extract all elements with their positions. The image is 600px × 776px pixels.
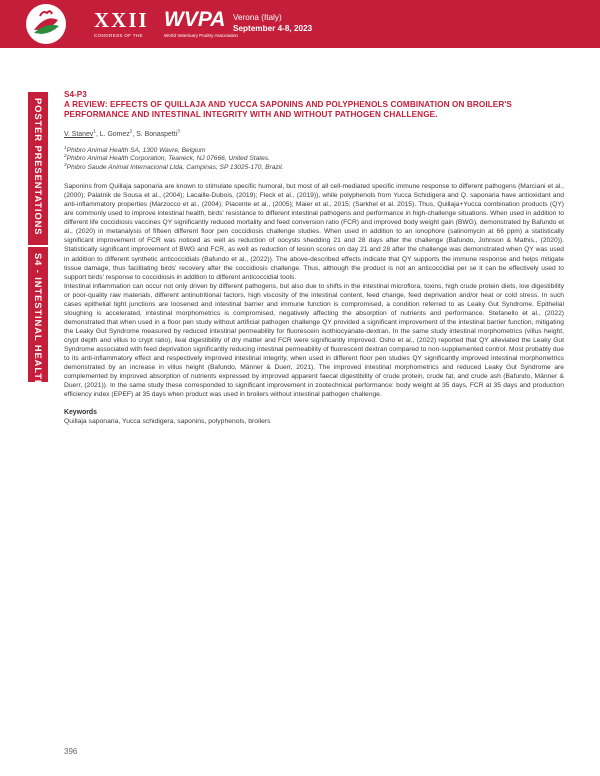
author: S. Bonaspetti [136,130,178,138]
wvpa-logo-text: WVPA [164,8,226,31]
rooster-icon [26,4,66,44]
wvpa-subtitle: World Veterinary Poultry Association [164,33,238,38]
sidebar-topic-label: S4 - INTESTINAL HEALTH [33,253,44,388]
affiliation-text: Phibro Animal Health SA, 1300 Wavre, Belgium [66,146,206,154]
congress-subtitle: CONGRESS OF THE [94,33,143,38]
keywords-list: Quillaja saponaria, Yucca schidigera, saponins, polyphenols, broilers [64,417,271,425]
abstract-paragraph: Intestinal inflammation can occur not only driven by different pathogens, but also due to shifts in the intestinal microflora, toxins, high crude protein diets, low digestibility or poor-quality raw materials, different antinutritional factors, high viscosity of the intestinal content, feed change, feed deprivation and/or heat or cold stress. In such cases epithelial tight junctions are loosened and intestinal barrier and immune function is compromised, a condition referred to as Leaky Gut Syndrome. Epithelial sloughing is accelerated, intestinal morphometrics is compromised, negatively affecting the absorption of nutrients and performance. Stefanello et al., (2022) demonstrated that when used in a floor pen study without artificial pathogen challenge QY provided a significant improvement of the intestinal barrier function, mitigating the Leaky Gut Syndrome measured by reduced intestinal permeability for fluorescein isothiocyanate-dextran. In the same study intestinal morphometrics (villus height, crypt depth and villus to crypt ratio), ileal digestibility of dry matter and FCR were significantly improved. Osho et al., (2022) reported that QY alleviated the Leaky Gut Syndrome associated with feed deprivation significantly reducing intestinal permeability of fluorescent dextran compared to non-supplemented control. Most probably due to its anti-inflammatory effect and respectively improved intestinal integrity, when used in different floor pen studies QY significantly improved intestinal morphometrics demonstrated by an increase in villus height (Bafundo, Männer & Duerr, 2021). The improved intestinal morphometrics and reduced Leaky Gut Syndrome are complemented by improved absorption of nutrients expressed by improved apparent faecal digestibility of crude protein, crude fat, and crude ash (Bafundo, Männer & Duerr, (2021)). In the same study these corresponded to significant improvement in zootechnical performance: body weight at 35 days, FCR at 35 days and production efficiency index (EPEF) at 35 days when product was used in broilers without intestinal pathogen challenge. [64,282,564,398]
affiliation-text: Phibro Animal Health Corporation, Teaneck, NJ 07666, United States. [66,155,270,163]
affiliation [64,144,564,156]
sidebar-section-label: POSTER PRESENTATIONS [33,98,44,236]
author-sup: 1 [93,129,96,135]
affiliation [64,161,564,173]
page-number: 396 [64,747,78,756]
affiliations [64,144,564,173]
keywords-heading: Keywords [64,408,97,416]
page-header [0,0,600,48]
paper-code: S4-P3 [64,90,87,99]
logo-circle-icon [26,4,66,44]
affiliation [64,155,564,164]
author-sup: 2 [129,129,133,135]
abstract-body [64,182,564,398]
paper-content [64,90,564,426]
venue-dates: September 4-8, 2023 [233,24,313,33]
author-sup: 3 [177,129,180,135]
abstract-paragraph: Saponins from Quillaja saponaria are known to stimulate specific humoral, but most of all cell-mediated specific immune response to different pathogens (Marciani et al., (2000); Palatnik de Sousa et al., (2004); Lacaille-Dubois, (2019); Fleck et al., (2019)), while polyphenols from Yucca Schidigera and Q. saponaria have antioxidant and anti-inflammatory properties (Marzocco et al., (2004); Piacente et al., (2005); Maier et al., 2015; (Sarkhel et al. 2015). Thus, Quillaja+Yucca combination products (QY) are commonly used to improve intestinal health, birds' resistance to different intestinal pathogens and performance in high-challenge situations. When used in addition to different life coccidiosis vaccines QY significantly reduced mortality and feed conversion ratio (FCR) and improved body weight gain (BWG), demonstrated by Bafundo et al., (2020) in metanalysis of fifteen different floor pen coccidiosis challenge studies. When used in addition to an ionophore (salinomycin at 66 ppm) a statistically significant improvement of FCR was noticed as well as reduction of oocysts shedding 21 and 28 days after the challenge (Bafundo, Johnson & Mathis., (2020)). Statistically significant improvement of BWG and FCR, as well as reduction of lesion scores on day 21 and 28 after the challenge was demonstrated when QY was used in addition to different synthetic anticoccidials (Bafundo et al., (2022)). The above-described effects indicate that QY supports the immune response and helps mitigate tissue damage, thus facilitating birds' recovery after the coccidiosis challenge. Thus, although the product is not an anticoccidial per se it can be effectively used to support birds' response to coccidiosis in addition to different anticoccidial tools. [64,183,564,281]
affiliation-sup: 3 [64,161,67,167]
author-list: V. Stanev$^1$, L. Gomez$^2$, S. Bonaspetti$^3$ [64,129,180,138]
venue-info [233,12,312,34]
author: L. Gomez [99,130,130,138]
congress-logo [8,2,92,46]
sidebar-divider [28,245,48,247]
affiliation-sup: 1 [64,144,67,150]
paper-title: A REVIEW: EFFECTS OF QUILLAJA AND YUCCA SAPONINS AND POLYPHENOLS COMBINATION ON BROILER'S PERFORMANCE AND INTESTINAL INTEGRITY WITH AND WITHOUT PATHOGEN CHALLENGE. [64,100,512,120]
affiliation-text: Phibro Saude Animal Internacional Ltda, Campinas, SP 13025-170, Brazil. [66,163,284,171]
congress-number: XXII [94,8,149,32]
venue-location: Verona (Italy) [233,13,282,22]
affiliation-sup: 2 [64,153,67,158]
section-sidebar [28,92,48,388]
presenting-author: V. Stanev [64,130,94,138]
